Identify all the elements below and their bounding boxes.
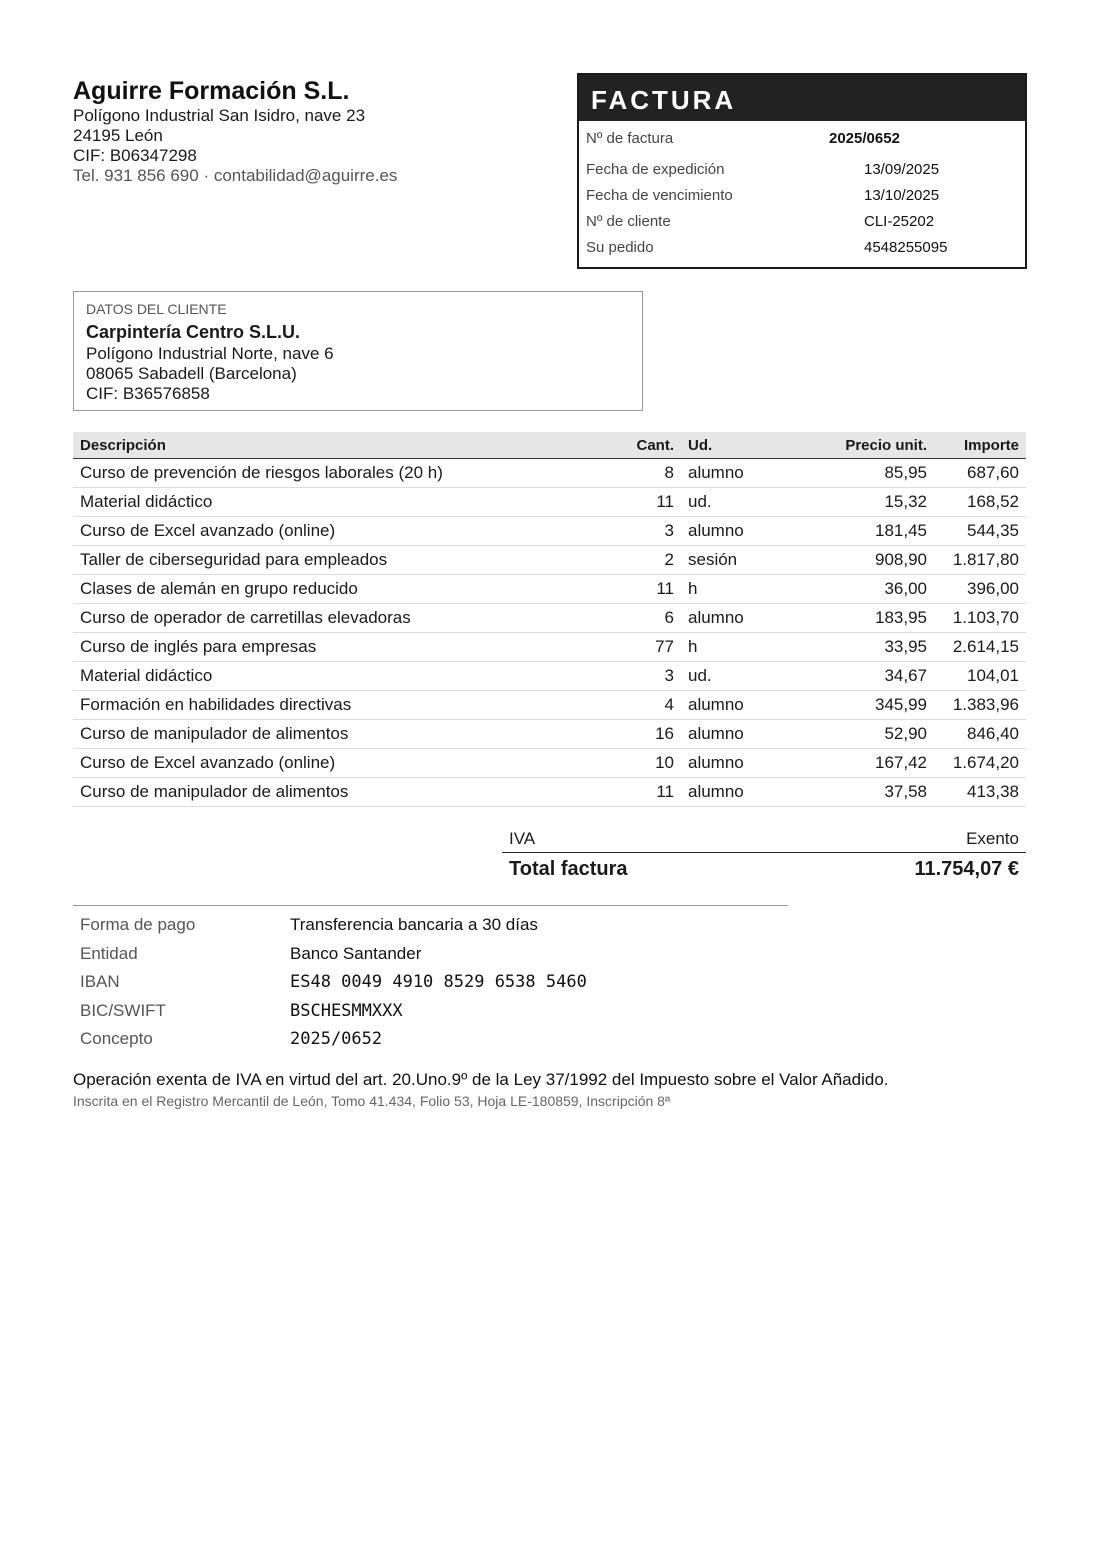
item-unit: alumno — [681, 691, 785, 720]
vat-exemption-note: Operación exenta de IVA en virtud del art. 20.Uno.9º de la Ley 37/1992 del Impuesto sobre el Valor Añadido. — [73, 1070, 889, 1089]
table-row — [73, 459, 1026, 488]
invoice-field-row — [579, 209, 1025, 235]
item-unit: sesión — [681, 546, 785, 575]
due-date-label: Fecha de vencimiento — [586, 187, 733, 204]
invoice-field-row — [579, 183, 1025, 209]
payment-method-label: Forma de pago — [80, 915, 196, 934]
item-amount: 1.674,20 — [934, 749, 1026, 778]
item-description: Material didáctico — [73, 662, 597, 691]
iban-value: ES48 0049 4910 8529 6538 5460 — [290, 972, 587, 992]
invoice-number: 2025/0652 — [829, 130, 900, 147]
item-unit: alumno — [681, 778, 785, 807]
item-description: Curso de manipulador de alimentos — [73, 778, 597, 807]
table-row — [73, 749, 1026, 778]
item-unit-price: 183,95 — [785, 604, 934, 633]
table-row — [73, 546, 1026, 575]
item-quantity: 3 — [597, 662, 681, 691]
item-unit: alumno — [681, 604, 785, 633]
issue-date-label: Fecha de expedición — [586, 161, 725, 178]
totals-block — [502, 826, 1026, 885]
item-unit-price: 345,99 — [785, 691, 934, 720]
issuer-cif: CIF: B06347298 — [73, 146, 197, 165]
item-amount: 2.614,15 — [934, 633, 1026, 662]
item-amount: 104,01 — [934, 662, 1026, 691]
payment-method: Transferencia bancaria a 30 días — [290, 915, 538, 934]
issuer-address-line-1: Polígono Industrial San Isidro, nave 23 — [73, 106, 366, 125]
client-block — [73, 291, 643, 411]
item-quantity: 4 — [597, 691, 681, 720]
item-quantity: 77 — [597, 633, 681, 662]
issuer-name: Aguirre Formación S.L. — [73, 77, 350, 105]
client-name: Carpintería Centro S.L.U. — [86, 322, 301, 342]
bic-value: BSCHESMMXXX — [290, 1000, 403, 1021]
item-unit-price: 15,32 — [785, 488, 934, 517]
bic-label: BIC/SWIFT — [80, 1000, 166, 1020]
total-value: 11.754,07 € — [914, 858, 1019, 880]
payment-iban-row — [73, 968, 788, 997]
iva-row — [502, 826, 1026, 853]
item-unit: alumno — [681, 749, 785, 778]
item-quantity: 3 — [597, 517, 681, 546]
item-description: Taller de ciberseguridad para empleados — [73, 546, 597, 575]
header-unit-price: Precio unit. — [785, 432, 934, 459]
item-unit-price: 85,95 — [785, 459, 934, 488]
invoice-info-box — [577, 73, 1027, 269]
table-row — [73, 720, 1026, 749]
item-description: Curso de Excel avanzado (online) — [73, 749, 597, 778]
item-amount: 1.103,70 — [934, 604, 1026, 633]
total-label: Total factura — [509, 858, 628, 880]
item-quantity: 11 — [597, 778, 681, 807]
payment-bic-row — [73, 997, 788, 1026]
order-number-label: Su pedido — [586, 239, 654, 256]
concept-label: Concepto — [80, 1029, 153, 1048]
bank-name: Banco Santander — [290, 943, 422, 963]
item-unit: alumno — [681, 720, 785, 749]
registry-note: Inscrita en el Registro Mercantil de León, Tomo 41.434, Folio 53, Hoja LE-180859, Inscripción 8ª — [73, 1093, 671, 1109]
item-quantity: 11 — [597, 488, 681, 517]
client-caption: DATOS DEL CLIENTE — [86, 301, 227, 317]
item-description: Curso de operador de carretillas elevadoras — [73, 604, 597, 633]
header-amount: Importe — [934, 432, 1026, 459]
client-number: CLI-25202 — [864, 213, 935, 230]
item-amount: 846,40 — [934, 720, 1026, 749]
issue-date: 13/09/2025 — [864, 161, 940, 178]
item-amount: 1.383,96 — [934, 691, 1026, 720]
item-unit: h — [681, 575, 785, 604]
payment-concept-row — [73, 1025, 788, 1054]
client-number-label: Nº de cliente — [586, 213, 671, 230]
table-row — [73, 604, 1026, 633]
item-unit-price: 167,42 — [785, 749, 934, 778]
client-address-line-2: 08065 Sabadell (Barcelona) — [86, 364, 297, 383]
payment-block — [73, 911, 788, 1054]
item-unit: alumno — [681, 459, 785, 488]
item-unit: alumno — [681, 517, 785, 546]
item-quantity: 16 — [597, 720, 681, 749]
issuer-address-line-2: 24195 León — [73, 126, 163, 145]
item-amount: 396,00 — [934, 575, 1026, 604]
item-unit-price: 37,58 — [785, 778, 934, 807]
issuer-contact: Tel. 931 856 690 · contabilidad@aguirre.es — [73, 166, 398, 185]
table-row — [73, 662, 1026, 691]
line-items-table — [73, 432, 1026, 807]
table-row — [73, 517, 1026, 546]
invoice-number-label: Nº de factura — [586, 130, 674, 147]
item-unit-price: 33,95 — [785, 633, 934, 662]
invoice-title: FACTURA — [579, 75, 1025, 121]
item-description: Clases de alemán en grupo reducido — [73, 575, 597, 604]
bank-label: Entidad — [80, 943, 138, 963]
item-description: Curso de prevención de riesgos laborales (20 h) — [73, 459, 597, 488]
item-amount: 413,38 — [934, 778, 1026, 807]
item-unit-price: 181,45 — [785, 517, 934, 546]
item-amount: 687,60 — [934, 459, 1026, 488]
table-row — [73, 488, 1026, 517]
item-description: Curso de Excel avanzado (online) — [73, 517, 597, 546]
payment-bank-row — [73, 940, 788, 969]
invoice-number-row — [579, 126, 1025, 152]
iva-label: IVA — [509, 829, 536, 848]
item-quantity: 8 — [597, 459, 681, 488]
table-row — [73, 575, 1026, 604]
item-description: Material didáctico — [73, 488, 597, 517]
item-description: Formación en habilidades directivas — [73, 691, 597, 720]
item-unit-price: 52,90 — [785, 720, 934, 749]
item-amount: 544,35 — [934, 517, 1026, 546]
item-unit-price: 34,67 — [785, 662, 934, 691]
issuer-block — [73, 76, 553, 186]
header-quantity: Cant. — [597, 432, 681, 459]
table-row — [73, 633, 1026, 662]
item-unit: ud. — [681, 662, 785, 691]
invoice-field-row — [579, 235, 1025, 261]
payment-divider — [73, 905, 788, 906]
header-unit: Ud. — [681, 432, 785, 459]
iva-value: Exento — [966, 829, 1019, 848]
item-quantity: 2 — [597, 546, 681, 575]
item-unit: ud. — [681, 488, 785, 517]
item-amount: 168,52 — [934, 488, 1026, 517]
table-header-row — [73, 432, 1026, 459]
order-number: 4548255095 — [864, 239, 948, 256]
invoice-field-row — [579, 157, 1025, 183]
item-description: Curso de manipulador de alimentos — [73, 720, 597, 749]
table-row — [73, 778, 1026, 807]
concept-value: 2025/0652 — [290, 1029, 383, 1049]
due-date: 13/10/2025 — [864, 187, 940, 204]
header-description: Descripción — [73, 432, 597, 459]
item-unit-price: 908,90 — [785, 546, 934, 575]
table-row — [73, 691, 1026, 720]
total-row — [502, 853, 1026, 885]
payment-method-row — [73, 911, 788, 940]
item-unit: h — [681, 633, 785, 662]
item-unit-price: 36,00 — [785, 575, 934, 604]
client-address-line-1: Polígono Industrial Norte, nave 6 — [86, 344, 334, 363]
item-quantity: 10 — [597, 749, 681, 778]
item-amount: 1.817,80 — [934, 546, 1026, 575]
iban-label: IBAN — [80, 972, 120, 991]
item-quantity: 6 — [597, 604, 681, 633]
client-cif: CIF: B36576858 — [86, 384, 210, 403]
item-description: Curso de inglés para empresas — [73, 633, 597, 662]
item-quantity: 11 — [597, 575, 681, 604]
